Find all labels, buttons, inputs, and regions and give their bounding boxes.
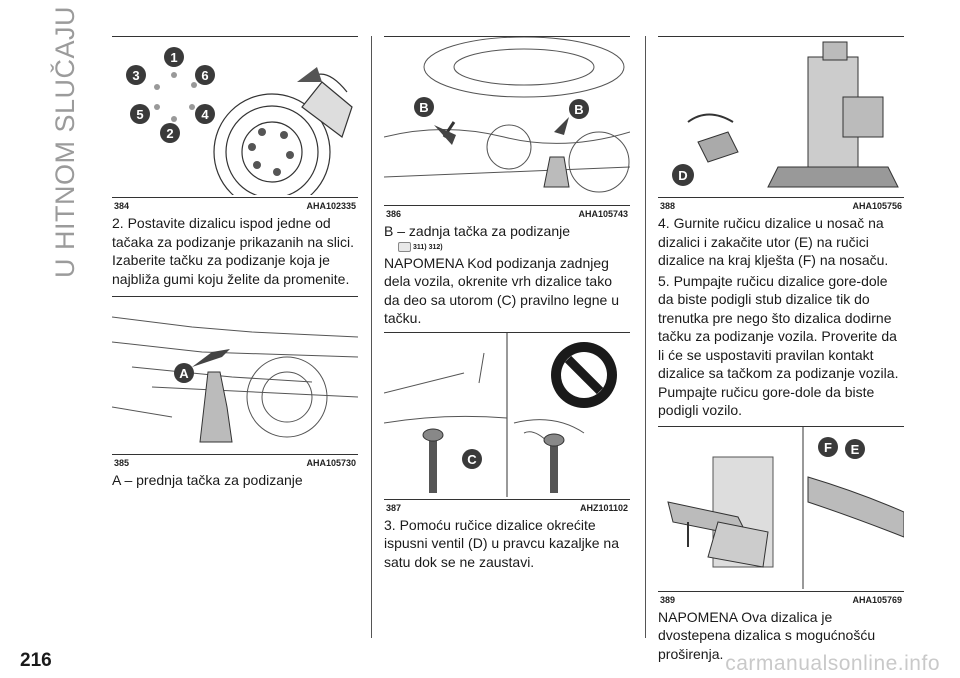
column-divider xyxy=(645,36,646,638)
column-3 xyxy=(658,36,904,663)
caption-b: B – zadnja tačka za podizanje xyxy=(384,223,571,239)
caption-a: A – prednja tačka za podizanje xyxy=(112,472,303,488)
figure-caption: 385 AHA105730 xyxy=(114,458,356,468)
step-5-text: 5. Pumpajte ručicu dizalice gore-dole da biste podigli stub dizalice tik do trenutka pre nego što dizalica dodirne tačku za podizanje vozila. Proverite da li će se uspostaviti pravilan kontakt dizalice sa tačkom za podizanje vozila. Pumpajte ručicu gore-dole da biste podigli vozilo. xyxy=(658,272,899,418)
note-icon xyxy=(398,242,411,252)
column-1 xyxy=(112,36,358,490)
note-rear-text: NAPOMENA Kod podizanja zadnjeg dela vozila, okrenite vrh dizalice tako da deo sa utorom (C) pravilno legne u tačku. xyxy=(384,254,620,326)
step-3-text: 3. Pomoću ručice dizalice okrećite ispusni ventil (D) u pravcu kazaljke na satu dok se ne zaustavi. xyxy=(384,516,619,570)
badge-label: 5 xyxy=(136,107,144,122)
figure-388 xyxy=(658,36,904,198)
badge-label: B xyxy=(574,102,584,117)
badge-label: 1 xyxy=(170,50,178,65)
figure-385 xyxy=(112,296,358,455)
note-jack-text: NAPOMENA Ova dizalica je dvostepena dizalica s mogućnošću proširenja. xyxy=(658,608,876,662)
figure-caption: 387 AHZ101102 xyxy=(386,502,628,513)
badge-label: A xyxy=(179,366,189,381)
badge-label: B xyxy=(419,100,429,115)
figure-caption: 384 AHA102335 xyxy=(114,201,356,211)
watermark: carmanualsonline.info xyxy=(725,652,940,675)
badge-label: 6 xyxy=(201,68,209,83)
badge-label: 2 xyxy=(166,126,174,141)
figure-387 xyxy=(384,332,630,500)
figure-caption: 389 AHA105769 xyxy=(660,594,902,605)
figure-386 xyxy=(384,36,630,206)
figure-389 xyxy=(658,426,904,592)
step-2-text: 2. Postavite dizalicu ispod jedne od tačaka za podizanje prikazanih na slici. Izaberite tačku za podizanje koja je najbliža gumi koju želite da promenite. xyxy=(112,215,355,287)
notes-reference: 311) 312) xyxy=(398,242,630,252)
badge-label: 4 xyxy=(201,107,209,122)
figure-caption: 386 AHA105743 xyxy=(386,209,628,219)
badge-label: E xyxy=(850,441,860,457)
figure-caption: 388 AHA105756 xyxy=(660,201,902,211)
badge-label: F xyxy=(824,439,832,455)
badge-label: 3 xyxy=(132,68,140,83)
badge-label: D xyxy=(678,168,688,183)
badge-label: C xyxy=(467,451,477,467)
page-number: 216 xyxy=(20,650,52,671)
column-divider xyxy=(371,36,372,638)
column-2 xyxy=(384,36,630,571)
section-title: U HITNOM SLUČAJU xyxy=(50,5,80,278)
figure-384 xyxy=(112,36,358,198)
step-4-text: 4. Gurnite ručicu dizalice u nosač na dizalici i zakačite utor (E) na ručici dizalice na kraj klješta (F) na nosaču. xyxy=(658,215,889,268)
